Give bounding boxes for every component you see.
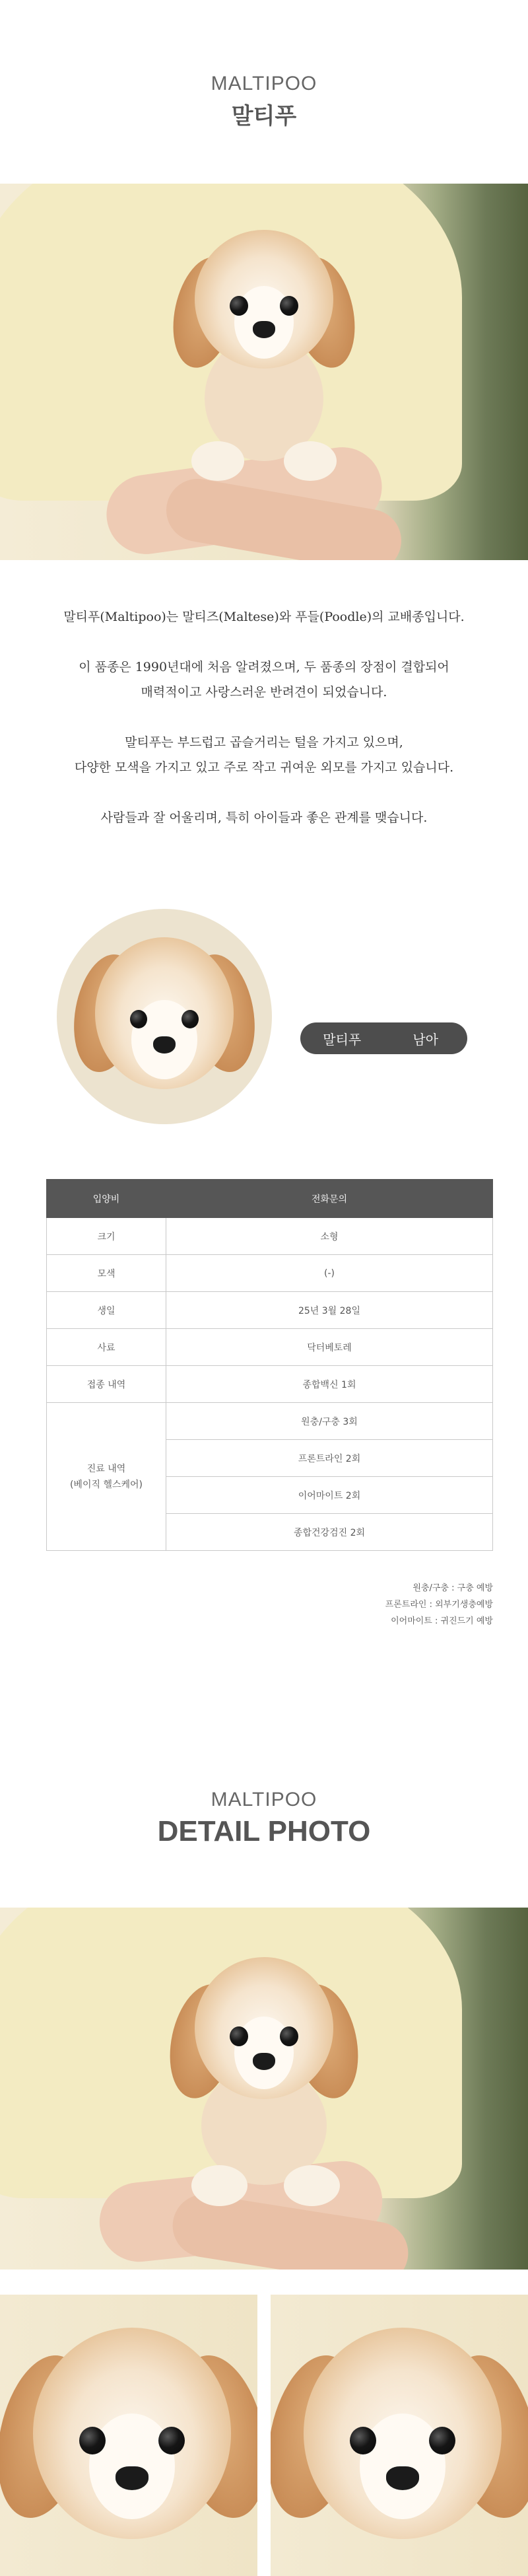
- footnote: 프론트라인 : 외부기생충예방: [385, 1600, 493, 1610]
- footnotes: [385, 1580, 493, 1629]
- description-line: 매력적이고 사랑스러운 반려견이 되었습니다.: [141, 685, 387, 699]
- care-label-line: (베이직 헬스케어): [69, 1479, 143, 1490]
- row-label: 모색: [47, 1255, 166, 1292]
- phone-inquiry-header: 전화문의: [166, 1180, 493, 1218]
- breed-name-en: MALTIPOO: [211, 73, 317, 94]
- description-line: 이 품종은 1990년대에 처음 알려졌으며, 두 품종의 장점이 결합되어: [79, 660, 449, 674]
- detail-photo-left: [0, 2295, 257, 2576]
- table-row: [47, 1366, 493, 1403]
- info-table: [46, 1179, 493, 1551]
- profile-puppy-photo: [57, 909, 272, 1124]
- detail-photo-title: DETAIL PHOTO: [157, 1815, 371, 1847]
- footnote: 원충/구충 : 구충 예방: [412, 1583, 493, 1593]
- row-label: 사료: [47, 1329, 166, 1366]
- breed-name-ko: 말티푸: [231, 103, 297, 129]
- row-value: 닥터베토레: [166, 1329, 493, 1366]
- row-value: 소형: [166, 1218, 493, 1255]
- detail-puppy-photo: [0, 1908, 528, 2270]
- table-header-row: [47, 1180, 493, 1218]
- table-row: [47, 1255, 493, 1292]
- row-value: (-): [166, 1255, 493, 1292]
- profile-badge: [300, 1022, 467, 1054]
- profile-breed: 말티푸: [323, 1031, 362, 1048]
- row-value: 25년 3월 28일: [166, 1292, 493, 1329]
- row-label: 접종 내역: [47, 1366, 166, 1403]
- adoption-fee-header: 입양비: [47, 1180, 166, 1218]
- description-line: 다양한 모색을 가지고 있고 주로 작고 귀여운 외모를 가지고 있습니다.: [74, 760, 454, 775]
- row-value: 종합백신 1회: [166, 1366, 493, 1403]
- row-label: 생일: [47, 1292, 166, 1329]
- description-line: 사람들과 잘 어울리며, 특히 아이들과 좋은 관계를 맺습니다.: [100, 810, 428, 825]
- row-label: 크기: [47, 1218, 166, 1255]
- table-row: [47, 1292, 493, 1329]
- table-row: [47, 1403, 493, 1440]
- care-item: 프론트라인 2회: [166, 1440, 493, 1477]
- care-item: 이어마이트 2회: [166, 1477, 493, 1514]
- detail-photo-right: [271, 2295, 528, 2576]
- description-line: 말티푸는 부드럽고 곱슬거리는 털을 가지고 있으며,: [125, 735, 403, 750]
- table-row: [47, 1218, 493, 1255]
- care-item: 원충/구충 3회: [166, 1403, 493, 1440]
- care-item: 종합건강검진 2회: [166, 1514, 493, 1551]
- description: [0, 604, 528, 830]
- care-label-line: 진료 내역: [86, 1463, 126, 1474]
- table-row: [47, 1329, 493, 1366]
- detail-breed-name: MALTIPOO: [211, 1789, 317, 1810]
- footnote: 이어마이트 : 귀진드기 예방: [391, 1616, 493, 1626]
- profile-sex: 남아: [412, 1031, 439, 1048]
- care-history-label: [47, 1403, 166, 1551]
- description-line: 말티푸(Maltipoo)는 말티즈(Maltese)와 푸들(Poodle)의 교배종입니다.: [63, 610, 465, 624]
- main-puppy-photo: [0, 184, 528, 560]
